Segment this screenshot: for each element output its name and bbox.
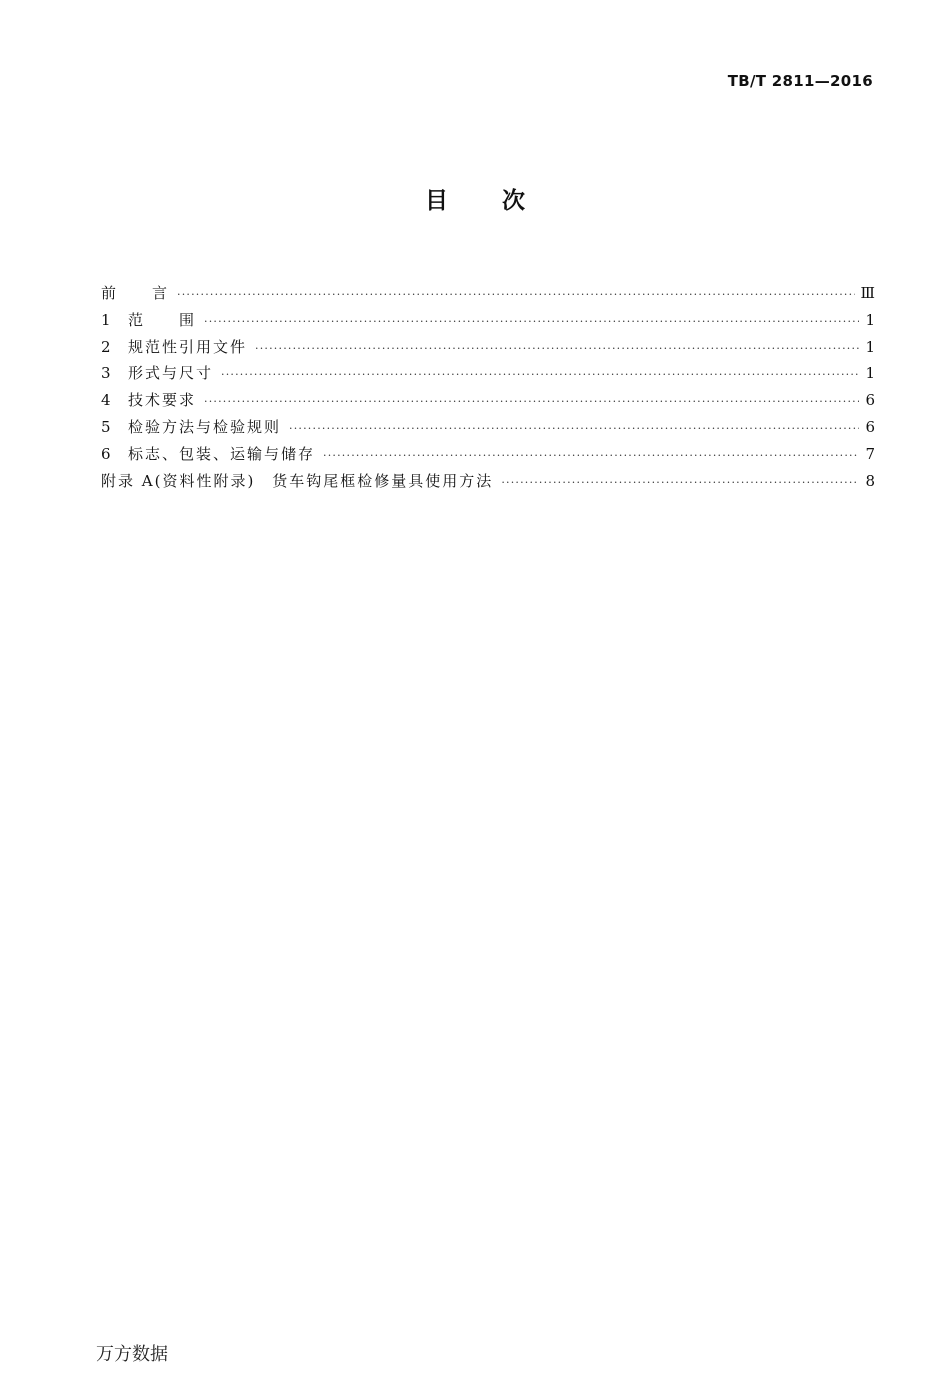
toc-entry-foreword[interactable] bbox=[101, 280, 875, 307]
toc-entry-technical-requirements[interactable] bbox=[101, 387, 875, 414]
toc-leader-dots bbox=[255, 336, 859, 363]
toc-entry-label: 规范性引用文件 bbox=[128, 337, 248, 356]
toc-page-number: 1 bbox=[865, 337, 875, 356]
toc-entry-scope[interactable] bbox=[101, 307, 875, 334]
toc-entry-normative-references[interactable] bbox=[101, 334, 875, 361]
toc-entry-label: 检验方法与检验规则 bbox=[128, 417, 282, 436]
toc-page-number: 6 bbox=[865, 391, 875, 410]
toc-entry-label: 范 围 bbox=[128, 310, 197, 329]
toc-entry-label: 前 言 bbox=[101, 284, 170, 302]
page-title-char-1: 目 bbox=[425, 188, 448, 214]
toc-entry-label: 标志、包装、运输与储存 bbox=[128, 444, 316, 463]
toc-leader-dots bbox=[204, 389, 859, 416]
toc-page-number: 1 bbox=[865, 310, 875, 329]
toc-leader-dots bbox=[501, 470, 859, 497]
toc-section-number: 6 bbox=[101, 444, 111, 463]
toc-page-number: 6 bbox=[865, 417, 875, 436]
toc-entry-inspection-methods[interactable] bbox=[101, 414, 875, 441]
toc-section-number: 3 bbox=[101, 364, 111, 383]
toc-entry-marking-packaging[interactable] bbox=[101, 441, 875, 468]
toc-section-number: 2 bbox=[101, 337, 111, 356]
toc-entry-label: 附录 A(资料性附录) 货车钩尾框检修量具使用方法 bbox=[101, 471, 494, 490]
standard-number: TB/T 2811—2016 bbox=[727, 72, 873, 90]
toc-section-number: 1 bbox=[101, 310, 111, 329]
toc-page-number: Ⅲ bbox=[860, 284, 875, 302]
toc-leader-dots bbox=[289, 416, 859, 443]
toc-entry-label: 形式与尺寸 bbox=[128, 364, 214, 383]
toc-page-number: 7 bbox=[865, 444, 875, 463]
page-title-char-2: 次 bbox=[502, 188, 525, 214]
toc-leader-dots bbox=[323, 443, 859, 470]
toc-leader-dots bbox=[177, 282, 855, 309]
table-of-contents bbox=[101, 280, 875, 494]
toc-entry-annex-a[interactable] bbox=[101, 468, 875, 495]
toc-leader-dots bbox=[204, 309, 859, 336]
page-title bbox=[0, 182, 950, 215]
watermark-text: 万方数据 bbox=[96, 1344, 168, 1365]
toc-leader-dots bbox=[221, 362, 859, 389]
toc-page-number: 8 bbox=[865, 471, 875, 490]
toc-entry-form-and-dimensions[interactable] bbox=[101, 360, 875, 387]
toc-entry-label: 技术要求 bbox=[128, 391, 197, 410]
toc-section-number: 4 bbox=[101, 391, 111, 410]
toc-section-number: 5 bbox=[101, 417, 111, 436]
toc-page-number: 1 bbox=[865, 364, 875, 383]
